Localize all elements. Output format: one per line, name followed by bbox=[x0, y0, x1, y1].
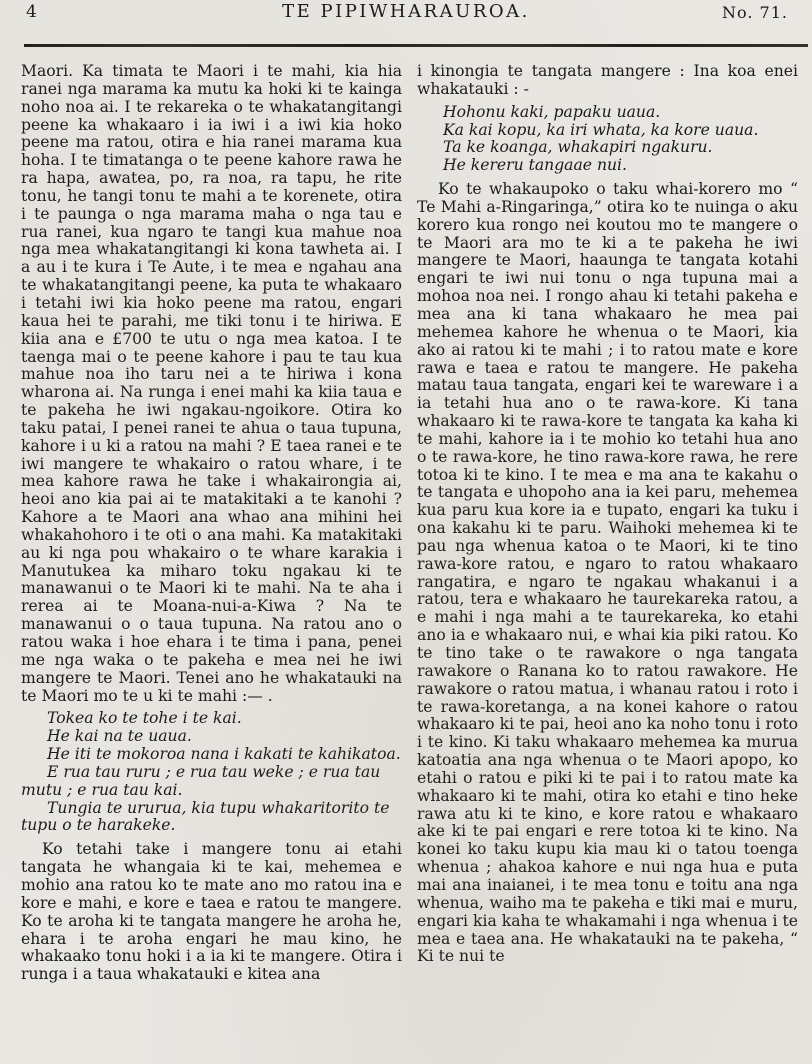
right-paragraph-1: i kinongia te tangata mangere : Ina koa enei whakatauki : - bbox=[417, 62, 798, 98]
proverb-line: Ta ke koanga, whakapiri ngakuru. bbox=[443, 138, 713, 157]
proverb-line: He kai na te uaua. bbox=[47, 727, 192, 746]
proverb-line: Tungia te ururua, kia tupu whakaritorito te tupu o te harakeke. bbox=[21, 798, 390, 835]
proverb-line: Ka kai kopu, ka iri whata, ka kore uaua. bbox=[443, 120, 759, 139]
left-column bbox=[21, 63, 402, 984]
proverb-line: E rua tau ruru ; e rua tau weke ; e rua tau mutu ; e rua tau kai. bbox=[21, 762, 381, 799]
left-paragraph-1: Maori. Ka timata te Maori i te mahi, kia hia ranei nga marama ka mutu ka hoki ki te kainga noho noa ai. I te rekareka o te whakatangitangi peene ka whakaaro i ia iwi i a iwi kia hoko peene ma ratou, otira e hia ranei marama kua hoha. I te timatanga o te peene kahore rawa he ra hapa, awatea, po, ra noa, ra tapu, he rite tonu, he tangi tonu te mahi a te korenete, otira i te paunga o nga marama maha o nga tau e rua ranei, kua ngaro te tangi kua mahue noa nga mea whakatangitangi ki kona tawheta ai. I a au i te kura i Te Aute, i te mea e ngahau ana te whakatangitangi peene, ka puta te whakaaro i tetahi iwi kia hoko peene ma ratou, engari kaua hei te parahi, me tiki tonu i te hiriwa. E kiia ana e £700 te utu o nga mea katoa. I te taenga mai o te peene kahore i pau te tau kua mahue noa iho taru nei a te hiriwa i kona wharona ai. Na runga i enei mahi ka kiia taua e te pakeha he iwi ngakau-ngoikore. Otira ko taku patai, I penei ranei te ahua o taua tupuna, kahore i u ki a ratou na mahi ? E taea ranei e te iwi mangere te whakairo o ratou whare, i te mea kahore rawa he take i whakairongia ai, heoi ano kia pai ai te matakitaki a te kanohi ? Kahore a te Maori ana whao ana mihini hei whakahohoro i te oti o ana mahi. Ka matakitaki au ki nga pou whakairo o te whare karakia i Manutukea ka miharo toku ngakau ki te manawanui o te Maori ki te mahi. Na te aha i rerea ai te Moana-nui-a-Kiwa ? Na te manawanui o o taua tupuna. Na ratou ano o ratou waka i hoe ehara i te tima i pana, penei me nga waka o te pakeha e mea nei he iwi mangere te Maori. Tenei ano he whakatauki na te Maori mo te u ki te mahi :— . bbox=[21, 62, 402, 705]
right-proverb-block bbox=[417, 104, 798, 175]
right-column bbox=[417, 63, 798, 984]
proverb-line: He kereru tangaae nui. bbox=[443, 156, 627, 175]
newspaper-title: TE PIPIWHARAUROA. bbox=[282, 1, 530, 22]
page-number: 4 bbox=[26, 2, 37, 22]
proverb-line: He iti te mokoroa nana i kakati te kahikatoa. bbox=[47, 745, 401, 764]
proverb-line: Hohonu kaki, papaku uaua. bbox=[443, 102, 661, 121]
proverb-line: Tokea ko te tohe i te kai. bbox=[47, 709, 242, 728]
right-paragraph-2: Ko te whakaupoko o taku whai-korero mo “ Te Mahi a-Ringaringa,” otira ko te nuinga o aku korero kua rongo nei koutou mo te mangere o te Maori ara mo te ki a te pakeha he iwi mangere te Maori, haaunga te tangata kotahi engari te iwi nui tonu o nga tupuna mai a mohoa noa nei. I rongo ahau ki tetahi pakeha e mea ana ki tana whakaaro he mea pai mehemea kahore he whenua o te Maori, kia ako ai ratou ki te mahi ; i to ratou mate e kore rawa e taea e ratou te mangere. He pakeha matau taua tangata, engari kei te wareware i a ia tetahi hua ano o te rawa-kore. Ki tana whakaaro ki te rawa-kore te tangata ka kaha ki te mahi, kahore ia i te mohio ko tetahi hua ano o te rawa-kore, he tino rawa-kore rawa, he rere totoa ki te kino. I te mea e ma ana te kakahu o te tangata e uhopoho ana ia kei paru, mehemea kua paru kua kore ia e tupato, engari ka tuku i ona kakahu ki te paru. Waihoki mehemea ki te pau nga whenua katoa o te Maori, ki te tino rawa-kore ratou, e ngaro to ratou whakaaro rangatira, e ngaro te ngakau whakanui i a ratou, tera e whakaaro he taurekareka ratou, a e mahi i nga mahi a te taurekareka, ko etahi ano ia e whakaaro nui, e whai kia piki ratou. Ko te tino take o te rawakore o nga tangata rawakore o Ranana ko to ratou rawakore. He rawakore o ratou matua, i whanau ratou i roto i te rawa-koretanga, a na konei kahore o ratou whakaaro ki te pai, heoi ano ka noho tonu i roto i te kino. Ki taku whakaaro mehemea ka murua katoatia ana nga whenua o te Maori apopo, ko etahi o ratou e piki ki te pai i to ratou mate ka whakaaro ki te mahi, otira ko etahi e tino heke rawa atu ki te kino, e kore ratou e whakaaro ake ki te pai engari e rere totoa ki te kino. Na konei ko taku kupu kia mau ki o tatou toenga whenua ; ahakoa kahore e nui nga hua e puta mai ana inaianei, i te mea tonu e toitu ana nga whenua, waiho ma te pakeha e tiki mai e muru, engari kia kaha te whakamahi i nga whenua i te mea e taea ana. He whakatauki na te pakeha, “ Ki te nui te bbox=[417, 180, 798, 966]
left-paragraph-2: Ko tetahi take i mangere tonu ai etahi tangata he whangaia ki te kai, mehemea e mohio ana ratou ko te mate ano mo ratou ina e kore e mahi, e kore e taea e ratou te mangere. Ko te aroha ki te tangata mangere he aroha he, ehara i te aroha engari he mau kino, he whakaako tonu hoki i a ia ki te mangere. Otira i runga i a taua whakatauki e kitea ana bbox=[21, 840, 402, 984]
page-header bbox=[0, 0, 812, 25]
issue-number: No. 71. bbox=[722, 3, 788, 22]
page-body bbox=[0, 47, 812, 984]
left-proverb-block bbox=[21, 710, 402, 835]
